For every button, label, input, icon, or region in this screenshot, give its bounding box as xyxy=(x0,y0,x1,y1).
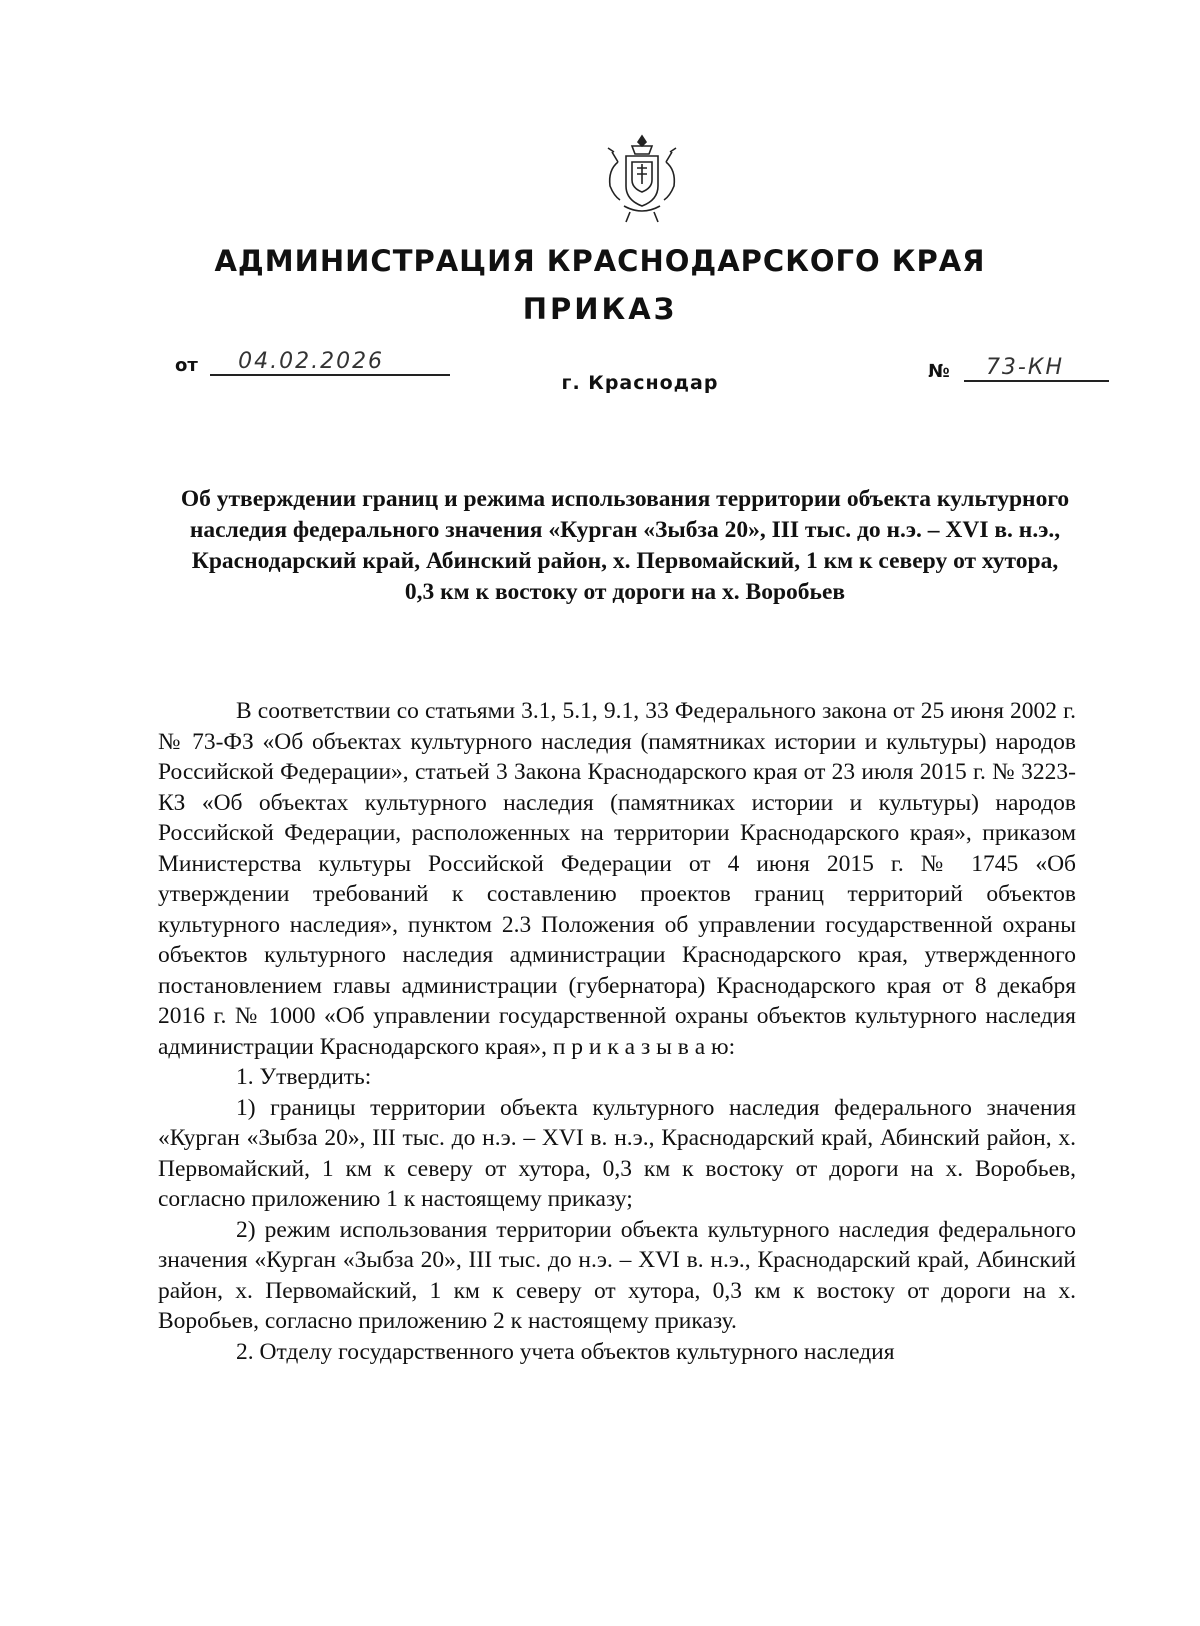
number-prefix: № xyxy=(928,361,950,382)
coat-of-arms-icon xyxy=(604,132,680,224)
document-body xyxy=(158,696,1076,1367)
document-type: ПРИКАЗ xyxy=(522,292,678,326)
date-prefix: от xyxy=(175,355,198,376)
preamble-paragraph xyxy=(158,696,1076,1062)
city-label: г. Краснодар xyxy=(561,372,719,394)
item-1-1: 1) границы территории объекта культурного наследия федерального значения «Курган «Зыбза 20», III тыс. до н.э. – XVI в. н.э., Краснодарский край, Абинский район, х. Первомайский, 1 км к северу от хутора, 0,3 км к востоку от дороги на х. Воробьев, согласно приложению 1 к настоящему приказу; xyxy=(158,1094,1076,1212)
item-2: 2. Отделу государственного учета объектов культурного наследия xyxy=(236,1338,895,1365)
preamble-text: В соответствии со статьями 3.1, 5.1, 9.1, 33 Федерального закона от 25 июня 2002 г. № 73-ФЗ «Об объектах культурного наследия (памятниках истории и культуры) народов Российской Федерации», статьей 3 Закона Краснодарского края от 23 июля 2015 г. № 3223-КЗ «Об объектах культурного наследия (памятниках истории и культуры) народов Российской Федерации, расположенных на территории Краснодарского края», приказом Министерства культуры Российской Федерации от 4 июня 2015 г. № 1745 «Об утверждении требований к составлению проектов границ территорий объектов культурного наследия», пунктом 2.3 Положения об управлении государственной охраны объектов культурного наследия администрации Краснодарского края, утвержденного постановлением главы администрации (губернатора) Краснодарского края от 8 декабря 2016 г. № 1000 «Об управлении государственной охраны объектов культурного наследия администрации Краснодарского края», xyxy=(158,698,1076,1060)
item-1-2: 2) режим использования территории объекта культурного наследия федерального значения «Курган «Зыбза 20», III тыс. до н.э. – XVI в. н.э., Краснодарский край, Абинский район, х. Первомайский, 1 км к северу от хутора, 0,3 км к востоку от дороги на х. Воробьев, согласно приложению 2 к настоящему приказу. xyxy=(158,1216,1076,1334)
document-title: Об утверждении границ и режима использования территории объекта культурного наследия федерального значения «Курган «Зыбза 20», III тыс. до н.э. – XVI в. н.э., Краснодарский край, Абинский район, х. Первомайский, 1 км к северу от хутора, 0,3 км к востоку от дороги на х. Воробьев xyxy=(180,486,1070,605)
date-value: 04.02.2026 xyxy=(238,349,385,374)
order-word: п р и к а з ы в а ю: xyxy=(552,1033,736,1060)
organization-name: АДМИНИСТРАЦИЯ КРАСНОДАРСКОГО КРАЯ xyxy=(214,244,986,278)
number-value: 73-КН xyxy=(985,355,1065,380)
item-1: 1. Утвердить: xyxy=(236,1064,372,1090)
